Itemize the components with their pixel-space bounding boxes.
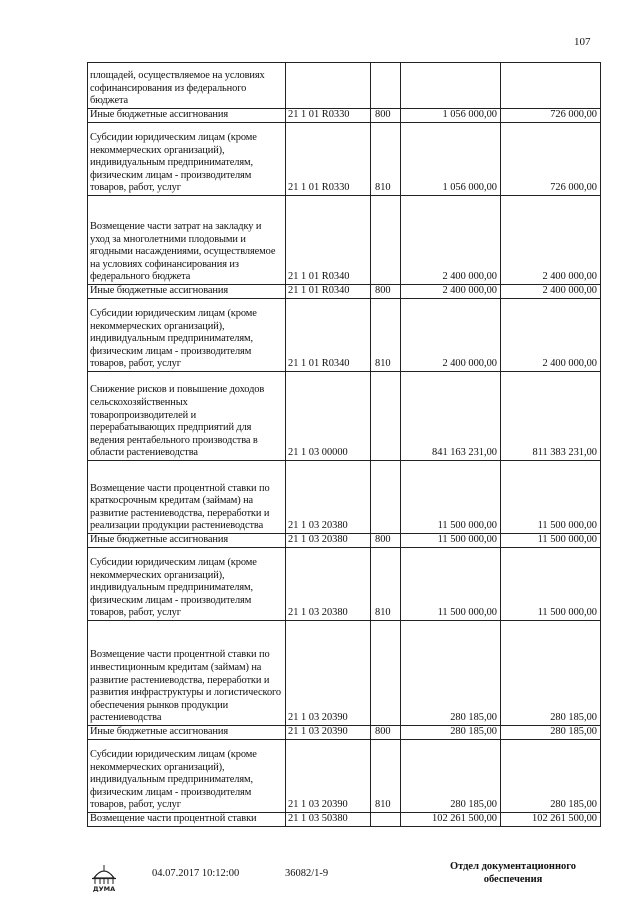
row-vr xyxy=(371,63,401,109)
row-sum-2017: 1 056 000,00 xyxy=(401,109,501,123)
row-vr: 800 xyxy=(371,726,401,740)
row-sum-2018: 811 383 231,00 xyxy=(501,372,601,461)
row-name: Иные бюджетные ассигнования xyxy=(88,726,286,740)
row-sum-2017: 280 185,00 xyxy=(401,740,501,813)
table-row xyxy=(88,123,601,196)
row-vr: 810 xyxy=(371,123,401,196)
row-sum-2017: 11 500 000,00 xyxy=(401,548,501,621)
table-row xyxy=(88,813,601,827)
table-row xyxy=(88,740,601,813)
row-name: Возмещение части процентной ставки по инвестиционным кредитам (займам) на развитие растениеводства, переработки и развития инфраструктуры и логистического обеспечения рынков продукции растениеводства xyxy=(88,621,286,726)
row-sum-2017: 11 500 000,00 xyxy=(401,461,501,534)
footer-department-line2: обеспечения xyxy=(483,874,543,885)
row-name: Снижение рисков и повышение доходов сельскохозяйственных товаропроизводителей и перерабатывающих предприятий для ведения рентабельного производства в области растениеводства xyxy=(88,372,286,461)
row-code: 21 1 01 R0330 xyxy=(286,109,371,123)
row-code: 21 1 03 20380 xyxy=(286,534,371,548)
row-vr: 800 xyxy=(371,285,401,299)
table-row xyxy=(88,621,601,726)
logo-text: ДУМА xyxy=(92,885,116,892)
footer-doc-id: 36082/1-9 xyxy=(285,868,329,879)
footer-department xyxy=(440,860,586,886)
row-vr xyxy=(371,813,401,827)
row-name: Иные бюджетные ассигнования xyxy=(88,534,286,548)
table-row xyxy=(88,299,601,372)
row-name: Возмещение части процентной ставки по краткосрочным кредитам (займам) на развитие растениеводства, переработки и реализации продукции растениеводства xyxy=(88,461,286,534)
row-vr: 800 xyxy=(371,534,401,548)
row-sum-2018: 102 261 500,00 xyxy=(501,813,601,827)
row-code: 21 1 03 20380 xyxy=(286,548,371,621)
row-name: Субсидии юридическим лицам (кроме некоммерческих организаций), индивидуальным предпринимателям, физическим лицам - производителям товаров, работ, услуг xyxy=(88,548,286,621)
page-number: 107 xyxy=(574,36,591,48)
row-sum-2018: 280 185,00 xyxy=(501,726,601,740)
budget-table-body xyxy=(88,63,601,827)
row-sum-2018: 11 500 000,00 xyxy=(501,548,601,621)
table-row xyxy=(88,461,601,534)
row-name: Субсидии юридическим лицам (кроме некоммерческих организаций), индивидуальным предпринимателям, физическим лицам - производителям товаров, работ, услуг xyxy=(88,740,286,813)
row-name: Возмещение части затрат на закладку и уход за многолетними плодовыми и ягодными насаждениями, осуществляемое на условиях софинансирования из федерального бюджета xyxy=(88,196,286,285)
row-name: Иные бюджетные ассигнования xyxy=(88,285,286,299)
row-sum-2018 xyxy=(501,63,601,109)
row-sum-2018: 2 400 000,00 xyxy=(501,299,601,372)
row-code: 21 1 03 20380 xyxy=(286,461,371,534)
row-code: 21 1 03 20390 xyxy=(286,726,371,740)
row-name: площадей, осуществляемое на условиях софинансирования из федерального бюджета xyxy=(88,63,286,109)
row-vr xyxy=(371,461,401,534)
row-name: Субсидии юридическим лицам (кроме некоммерческих организаций), индивидуальным предпринимателям, физическим лицам - производителям товаров, работ, услуг xyxy=(88,299,286,372)
row-sum-2017: 2 400 000,00 xyxy=(401,285,501,299)
page-footer xyxy=(0,858,640,898)
row-sum-2018: 11 500 000,00 xyxy=(501,461,601,534)
row-code: 21 1 01 R0330 xyxy=(286,123,371,196)
table-row xyxy=(88,372,601,461)
row-sum-2017: 280 185,00 xyxy=(401,726,501,740)
row-sum-2017: 2 400 000,00 xyxy=(401,299,501,372)
table-row xyxy=(88,548,601,621)
row-sum-2018: 726 000,00 xyxy=(501,109,601,123)
row-vr: 810 xyxy=(371,740,401,813)
row-code: 21 1 03 50380 xyxy=(286,813,371,827)
row-sum-2017: 1 056 000,00 xyxy=(401,123,501,196)
budget-table xyxy=(87,62,601,827)
row-sum-2018: 2 400 000,00 xyxy=(501,285,601,299)
row-sum-2018: 726 000,00 xyxy=(501,123,601,196)
table-row xyxy=(88,534,601,548)
row-code: 21 1 03 20390 xyxy=(286,621,371,726)
row-code: 21 1 03 00000 xyxy=(286,372,371,461)
row-sum-2017: 841 163 231,00 xyxy=(401,372,501,461)
footer-datetime: 04.07.2017 10:12:00 xyxy=(152,868,240,879)
row-vr xyxy=(371,621,401,726)
table-row xyxy=(88,109,601,123)
row-sum-2018: 11 500 000,00 xyxy=(501,534,601,548)
row-vr: 810 xyxy=(371,299,401,372)
row-name: Иные бюджетные ассигнования xyxy=(88,109,286,123)
row-vr: 810 xyxy=(371,548,401,621)
row-sum-2017: 2 400 000,00 xyxy=(401,196,501,285)
row-code: 21 1 01 R0340 xyxy=(286,196,371,285)
row-vr xyxy=(371,196,401,285)
table-row xyxy=(88,63,601,109)
row-sum-2018: 280 185,00 xyxy=(501,740,601,813)
duma-logo-icon xyxy=(86,862,122,892)
row-vr xyxy=(371,372,401,461)
table-row xyxy=(88,285,601,299)
row-sum-2018: 280 185,00 xyxy=(501,621,601,726)
row-code: 21 1 01 R0340 xyxy=(286,285,371,299)
footer-department-line1: Отдел документационного xyxy=(449,861,577,872)
row-sum-2018: 2 400 000,00 xyxy=(501,196,601,285)
row-sum-2017: 280 185,00 xyxy=(401,621,501,726)
table-row xyxy=(88,196,601,285)
row-code xyxy=(286,63,371,109)
row-name: Возмещение части процентной ставки xyxy=(88,813,286,827)
row-vr: 800 xyxy=(371,109,401,123)
row-sum-2017: 11 500 000,00 xyxy=(401,534,501,548)
row-sum-2017: 102 261 500,00 xyxy=(401,813,501,827)
table-row xyxy=(88,726,601,740)
row-code: 21 1 03 20390 xyxy=(286,740,371,813)
row-sum-2017 xyxy=(401,63,501,109)
row-code: 21 1 01 R0340 xyxy=(286,299,371,372)
row-name: Субсидии юридическим лицам (кроме некоммерческих организаций), индивидуальным предпринимателям, физическим лицам - производителям товаров, работ, услуг xyxy=(88,123,286,196)
